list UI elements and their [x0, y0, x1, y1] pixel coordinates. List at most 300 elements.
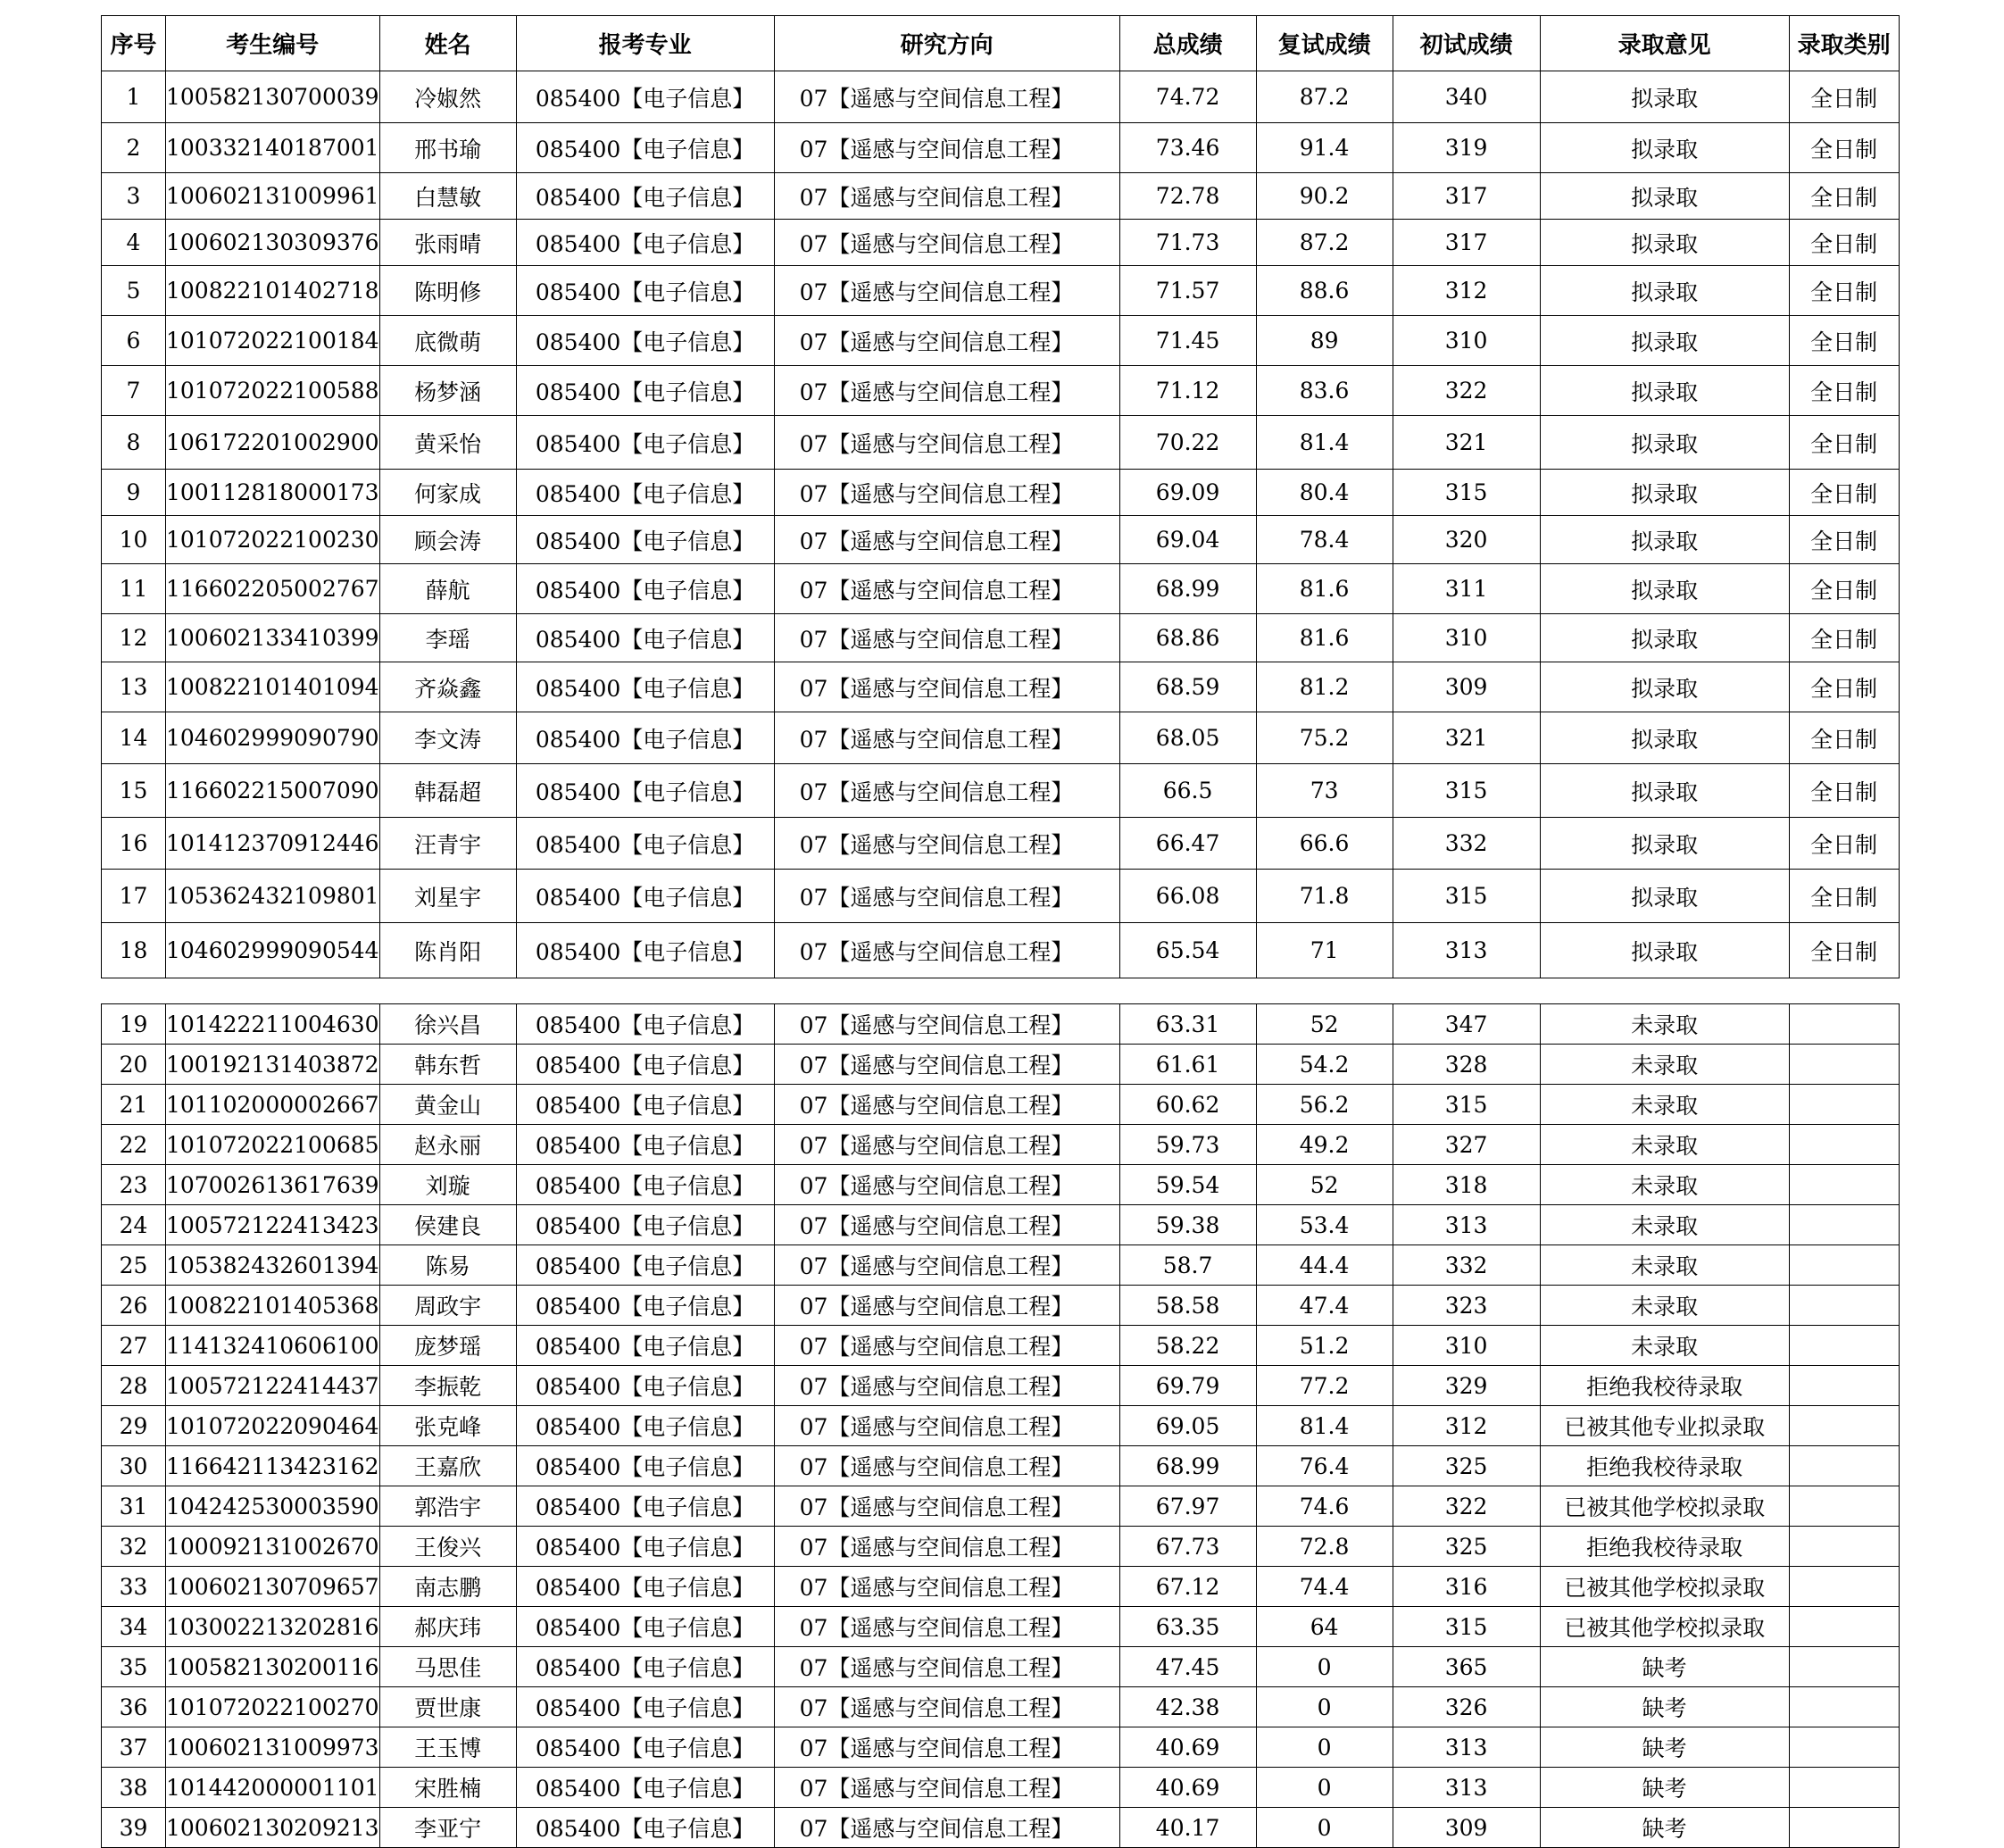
- cell-initial-score: 365: [1393, 1647, 1540, 1687]
- cell-major: 085400【电子信息】: [516, 1527, 774, 1567]
- cell-index: 7: [102, 366, 166, 416]
- cell-name: 贾世康: [379, 1687, 516, 1727]
- cell-initial-score: 315: [1393, 470, 1540, 516]
- cell-direction: 07【遥感与空间信息工程】: [774, 316, 1119, 366]
- cell-index: 16: [102, 818, 166, 870]
- cell-initial-score: 312: [1393, 266, 1540, 316]
- cell-index: 33: [102, 1567, 166, 1607]
- cell-initial-score: 328: [1393, 1045, 1540, 1085]
- cell-major: 085400【电子信息】: [516, 1647, 774, 1687]
- cell-direction: 07【遥感与空间信息工程】: [774, 1647, 1119, 1687]
- cell-total-score: 58.7: [1119, 1245, 1256, 1286]
- header-name: 姓名: [379, 16, 516, 71]
- cell-major: 085400【电子信息】: [516, 1286, 774, 1326]
- cell-direction: 07【遥感与空间信息工程】: [774, 266, 1119, 316]
- cell-opinion: 拟录取: [1540, 71, 1789, 123]
- header-total-score: 总成绩: [1119, 16, 1256, 71]
- cell-candidate-id: 100822101402718: [166, 266, 380, 316]
- cell-major: 085400【电子信息】: [516, 1687, 774, 1727]
- cell-name: 刘星宇: [379, 870, 516, 923]
- cell-category: 全日制: [1789, 173, 1899, 220]
- cell-total-score: 67.73: [1119, 1527, 1256, 1567]
- cell-category: 全日制: [1789, 764, 1899, 818]
- cell-direction: 07【遥感与空间信息工程】: [774, 1245, 1119, 1286]
- cell-category: 全日制: [1789, 366, 1899, 416]
- cell-major: 085400【电子信息】: [516, 173, 774, 220]
- cell-category: [1789, 1165, 1899, 1205]
- cell-initial-score: 312: [1393, 1406, 1540, 1446]
- cell-category: [1789, 1607, 1899, 1647]
- cell-index: 19: [102, 1004, 166, 1045]
- cell-candidate-id: 101102000002667: [166, 1085, 380, 1125]
- cell-retest-score: 51.2: [1256, 1326, 1393, 1366]
- cell-index: 38: [102, 1768, 166, 1808]
- cell-initial-score: 325: [1393, 1527, 1540, 1567]
- cell-opinion: 未录取: [1540, 1286, 1789, 1326]
- header-retest-score: 复试成绩: [1256, 16, 1393, 71]
- table-row: [102, 1004, 1900, 1045]
- cell-major: 085400【电子信息】: [516, 1165, 774, 1205]
- cell-retest-score: 44.4: [1256, 1245, 1393, 1286]
- cell-index: 21: [102, 1085, 166, 1125]
- cell-initial-score: 332: [1393, 1245, 1540, 1286]
- cell-name: 郭浩宇: [379, 1486, 516, 1527]
- cell-major: 085400【电子信息】: [516, 1406, 774, 1446]
- cell-initial-score: 313: [1393, 1768, 1540, 1808]
- table-row: [102, 516, 1900, 564]
- cell-name: 徐兴昌: [379, 1004, 516, 1045]
- cell-opinion: 拟录取: [1540, 923, 1789, 978]
- cell-category: [1789, 1567, 1899, 1607]
- cell-retest-score: 0: [1256, 1808, 1393, 1848]
- cell-direction: 07【遥感与空间信息工程】: [774, 1326, 1119, 1366]
- cell-retest-score: 56.2: [1256, 1085, 1393, 1125]
- header-index: 序号: [102, 16, 166, 71]
- cell-name: 邢书瑜: [379, 123, 516, 173]
- cell-initial-score: 313: [1393, 1727, 1540, 1768]
- cell-total-score: 63.31: [1119, 1004, 1256, 1045]
- cell-category: 全日制: [1789, 470, 1899, 516]
- cell-initial-score: 315: [1393, 1607, 1540, 1647]
- cell-index: 28: [102, 1366, 166, 1406]
- cell-candidate-id: 101442000001101: [166, 1768, 380, 1808]
- cell-initial-score: 347: [1393, 1004, 1540, 1045]
- cell-opinion: 拟录取: [1540, 662, 1789, 712]
- cell-candidate-id: 107002613617639: [166, 1165, 380, 1205]
- cell-retest-score: 81.6: [1256, 564, 1393, 614]
- cell-retest-score: 72.8: [1256, 1527, 1393, 1567]
- table-row: [102, 1245, 1900, 1286]
- cell-major: 085400【电子信息】: [516, 316, 774, 366]
- cell-index: 29: [102, 1406, 166, 1446]
- cell-direction: 07【遥感与空间信息工程】: [774, 564, 1119, 614]
- not-admitted-rows: [102, 1004, 1900, 1848]
- cell-major: 085400【电子信息】: [516, 712, 774, 764]
- cell-category: 全日制: [1789, 614, 1899, 662]
- table-row: [102, 366, 1900, 416]
- cell-total-score: 68.99: [1119, 564, 1256, 614]
- cell-index: 17: [102, 870, 166, 923]
- table-row: [102, 564, 1900, 614]
- cell-name: 底微萌: [379, 316, 516, 366]
- cell-direction: 07【遥感与空间信息工程】: [774, 1687, 1119, 1727]
- cell-opinion: 缺考: [1540, 1687, 1789, 1727]
- cell-candidate-id: 100602130309376: [166, 220, 380, 266]
- cell-opinion: 拟录取: [1540, 173, 1789, 220]
- cell-direction: 07【遥感与空间信息工程】: [774, 614, 1119, 662]
- cell-initial-score: 317: [1393, 220, 1540, 266]
- table-row: [102, 712, 1900, 764]
- admission-table: [101, 15, 1900, 978]
- cell-opinion: 拟录取: [1540, 266, 1789, 316]
- cell-retest-score: 66.6: [1256, 818, 1393, 870]
- cell-candidate-id: 101072022090464: [166, 1406, 380, 1446]
- cell-candidate-id: 101412370912446: [166, 818, 380, 870]
- cell-total-score: 59.54: [1119, 1165, 1256, 1205]
- cell-total-score: 72.78: [1119, 173, 1256, 220]
- cell-category: [1789, 1527, 1899, 1567]
- cell-major: 085400【电子信息】: [516, 123, 774, 173]
- cell-name: 黄金山: [379, 1085, 516, 1125]
- table-row: [102, 662, 1900, 712]
- cell-candidate-id: 100602131009961: [166, 173, 380, 220]
- cell-major: 085400【电子信息】: [516, 1004, 774, 1045]
- cell-total-score: 40.69: [1119, 1768, 1256, 1808]
- cell-category: [1789, 1647, 1899, 1687]
- cell-retest-score: 81.4: [1256, 416, 1393, 470]
- cell-name: 韩东哲: [379, 1045, 516, 1085]
- cell-candidate-id: 100192131403872: [166, 1045, 380, 1085]
- cell-initial-score: 310: [1393, 1326, 1540, 1366]
- cell-initial-score: 313: [1393, 1205, 1540, 1245]
- cell-name: 马思佳: [379, 1647, 516, 1687]
- cell-retest-score: 52: [1256, 1165, 1393, 1205]
- cell-candidate-id: 105362432109801: [166, 870, 380, 923]
- cell-direction: 07【遥感与空间信息工程】: [774, 764, 1119, 818]
- cell-candidate-id: 100602131009973: [166, 1727, 380, 1768]
- table-row: [102, 1045, 1900, 1085]
- cell-opinion: 未录取: [1540, 1245, 1789, 1286]
- table-row: [102, 1727, 1900, 1768]
- cell-direction: 07【遥感与空间信息工程】: [774, 1125, 1119, 1165]
- cell-name: 陈肖阳: [379, 923, 516, 978]
- cell-category: [1789, 1045, 1899, 1085]
- cell-major: 085400【电子信息】: [516, 220, 774, 266]
- cell-candidate-id: 100112818000173: [166, 470, 380, 516]
- cell-retest-score: 77.2: [1256, 1366, 1393, 1406]
- cell-direction: 07【遥感与空间信息工程】: [774, 1808, 1119, 1848]
- table-row: [102, 923, 1900, 978]
- cell-index: 13: [102, 662, 166, 712]
- table-row: [102, 818, 1900, 870]
- table-row: [102, 1607, 1900, 1647]
- cell-retest-score: 78.4: [1256, 516, 1393, 564]
- cell-direction: 07【遥感与空间信息工程】: [774, 220, 1119, 266]
- cell-total-score: 61.61: [1119, 1045, 1256, 1085]
- cell-candidate-id: 100572122414437: [166, 1366, 380, 1406]
- cell-direction: 07【遥感与空间信息工程】: [774, 1567, 1119, 1607]
- cell-total-score: 63.35: [1119, 1607, 1256, 1647]
- cell-candidate-id: 100822101401094: [166, 662, 380, 712]
- table-row: [102, 71, 1900, 123]
- cell-total-score: 70.22: [1119, 416, 1256, 470]
- cell-direction: 07【遥感与空间信息工程】: [774, 1768, 1119, 1808]
- cell-category: [1789, 1486, 1899, 1527]
- cell-category: 全日制: [1789, 923, 1899, 978]
- cell-candidate-id: 100822101405368: [166, 1286, 380, 1326]
- cell-retest-score: 74.4: [1256, 1567, 1393, 1607]
- admitted-rows: [102, 71, 1900, 978]
- cell-candidate-id: 100582130200116: [166, 1647, 380, 1687]
- cell-retest-score: 87.2: [1256, 71, 1393, 123]
- cell-initial-score: 315: [1393, 1085, 1540, 1125]
- header-candidate-id: 考生编号: [166, 16, 380, 71]
- cell-index: 36: [102, 1687, 166, 1727]
- cell-major: 085400【电子信息】: [516, 1245, 774, 1286]
- cell-candidate-id: 101422211004630: [166, 1004, 380, 1045]
- cell-candidate-id: 101072022100230: [166, 516, 380, 564]
- cell-name: 李亚宁: [379, 1808, 516, 1848]
- cell-major: 085400【电子信息】: [516, 470, 774, 516]
- cell-total-score: 66.47: [1119, 818, 1256, 870]
- table-row: [102, 1326, 1900, 1366]
- cell-direction: 07【遥感与空间信息工程】: [774, 416, 1119, 470]
- cell-name: 李振乾: [379, 1366, 516, 1406]
- cell-direction: 07【遥感与空间信息工程】: [774, 1406, 1119, 1446]
- cell-opinion: 已被其他学校拟录取: [1540, 1567, 1789, 1607]
- cell-opinion: 未录取: [1540, 1045, 1789, 1085]
- cell-name: 陈易: [379, 1245, 516, 1286]
- cell-name: 张雨晴: [379, 220, 516, 266]
- cell-index: 15: [102, 764, 166, 818]
- cell-opinion: 拟录取: [1540, 516, 1789, 564]
- header-category: 录取类别: [1789, 16, 1899, 71]
- cell-initial-score: 309: [1393, 1808, 1540, 1848]
- cell-direction: 07【遥感与空间信息工程】: [774, 1045, 1119, 1085]
- cell-initial-score: 325: [1393, 1446, 1540, 1486]
- cell-retest-score: 47.4: [1256, 1286, 1393, 1326]
- cell-initial-score: 309: [1393, 662, 1540, 712]
- cell-opinion: 拟录取: [1540, 220, 1789, 266]
- cell-direction: 07【遥感与空间信息工程】: [774, 516, 1119, 564]
- cell-total-score: 68.99: [1119, 1446, 1256, 1486]
- cell-name: 王玉博: [379, 1727, 516, 1768]
- cell-retest-score: 71.8: [1256, 870, 1393, 923]
- cell-opinion: 拟录取: [1540, 870, 1789, 923]
- cell-opinion: 拟录取: [1540, 764, 1789, 818]
- cell-major: 085400【电子信息】: [516, 1567, 774, 1607]
- cell-opinion: 拒绝我校待录取: [1540, 1446, 1789, 1486]
- table-row: [102, 870, 1900, 923]
- table-row: [102, 1647, 1900, 1687]
- cell-category: [1789, 1687, 1899, 1727]
- cell-candidate-id: 101072022100184: [166, 316, 380, 366]
- cell-category: 全日制: [1789, 662, 1899, 712]
- cell-name: 王俊兴: [379, 1527, 516, 1567]
- cell-retest-score: 81.2: [1256, 662, 1393, 712]
- cell-direction: 07【遥感与空间信息工程】: [774, 818, 1119, 870]
- cell-retest-score: 76.4: [1256, 1446, 1393, 1486]
- cell-candidate-id: 116642113423162: [166, 1446, 380, 1486]
- cell-candidate-id: 101072022100588: [166, 366, 380, 416]
- cell-index: 27: [102, 1326, 166, 1366]
- cell-major: 085400【电子信息】: [516, 614, 774, 662]
- cell-initial-score: 340: [1393, 71, 1540, 123]
- cell-name: 郝庆玮: [379, 1607, 516, 1647]
- cell-index: 5: [102, 266, 166, 316]
- cell-total-score: 58.22: [1119, 1326, 1256, 1366]
- cell-retest-score: 0: [1256, 1727, 1393, 1768]
- cell-direction: 07【遥感与空间信息工程】: [774, 1286, 1119, 1326]
- cell-initial-score: 322: [1393, 1486, 1540, 1527]
- cell-total-score: 71.45: [1119, 316, 1256, 366]
- cell-initial-score: 321: [1393, 712, 1540, 764]
- cell-candidate-id: 114132410606100: [166, 1326, 380, 1366]
- cell-major: 085400【电子信息】: [516, 764, 774, 818]
- cell-index: 23: [102, 1165, 166, 1205]
- cell-index: 25: [102, 1245, 166, 1286]
- cell-total-score: 40.69: [1119, 1727, 1256, 1768]
- cell-index: 6: [102, 316, 166, 366]
- table-row: [102, 1446, 1900, 1486]
- cell-index: 18: [102, 923, 166, 978]
- cell-name: 薛航: [379, 564, 516, 614]
- cell-total-score: 42.38: [1119, 1687, 1256, 1727]
- cell-opinion: 拟录取: [1540, 316, 1789, 366]
- cell-total-score: 73.46: [1119, 123, 1256, 173]
- table-row: [102, 173, 1900, 220]
- cell-candidate-id: 101072022100685: [166, 1125, 380, 1165]
- header-major: 报考专业: [516, 16, 774, 71]
- cell-major: 085400【电子信息】: [516, 266, 774, 316]
- cell-total-score: 68.86: [1119, 614, 1256, 662]
- cell-name: 杨梦涵: [379, 366, 516, 416]
- cell-retest-score: 81.6: [1256, 614, 1393, 662]
- cell-major: 085400【电子信息】: [516, 1045, 774, 1085]
- cell-name: 刘璇: [379, 1165, 516, 1205]
- cell-index: 35: [102, 1647, 166, 1687]
- cell-initial-score: 332: [1393, 818, 1540, 870]
- cell-initial-score: 327: [1393, 1125, 1540, 1165]
- cell-total-score: 71.73: [1119, 220, 1256, 266]
- cell-opinion: 未录取: [1540, 1004, 1789, 1045]
- table-row: [102, 1205, 1900, 1245]
- cell-major: 085400【电子信息】: [516, 71, 774, 123]
- cell-retest-score: 83.6: [1256, 366, 1393, 416]
- cell-category: 全日制: [1789, 71, 1899, 123]
- cell-major: 085400【电子信息】: [516, 1326, 774, 1366]
- cell-candidate-id: 100332140187001: [166, 123, 380, 173]
- cell-name: 何家成: [379, 470, 516, 516]
- cell-total-score: 65.54: [1119, 923, 1256, 978]
- cell-name: 韩磊超: [379, 764, 516, 818]
- cell-total-score: 66.08: [1119, 870, 1256, 923]
- cell-direction: 07【遥感与空间信息工程】: [774, 470, 1119, 516]
- cell-major: 085400【电子信息】: [516, 662, 774, 712]
- cell-name: 侯建良: [379, 1205, 516, 1245]
- cell-index: 3: [102, 173, 166, 220]
- cell-candidate-id: 104242530003590: [166, 1486, 380, 1527]
- cell-retest-score: 88.6: [1256, 266, 1393, 316]
- cell-category: 全日制: [1789, 712, 1899, 764]
- cell-initial-score: 321: [1393, 416, 1540, 470]
- cell-index: 34: [102, 1607, 166, 1647]
- table-row: [102, 1687, 1900, 1727]
- cell-major: 085400【电子信息】: [516, 870, 774, 923]
- cell-total-score: 69.79: [1119, 1366, 1256, 1406]
- cell-major: 085400【电子信息】: [516, 516, 774, 564]
- cell-initial-score: 320: [1393, 516, 1540, 564]
- cell-index: 12: [102, 614, 166, 662]
- cell-total-score: 58.58: [1119, 1286, 1256, 1326]
- table-row: [102, 1366, 1900, 1406]
- table-row: [102, 1768, 1900, 1808]
- cell-total-score: 69.09: [1119, 470, 1256, 516]
- cell-initial-score: 317: [1393, 173, 1540, 220]
- cell-retest-score: 0: [1256, 1768, 1393, 1808]
- cell-index: 39: [102, 1808, 166, 1848]
- cell-direction: 07【遥感与空间信息工程】: [774, 1004, 1119, 1045]
- table-row: [102, 1165, 1900, 1205]
- cell-category: 全日制: [1789, 123, 1899, 173]
- cell-retest-score: 53.4: [1256, 1205, 1393, 1245]
- cell-index: 8: [102, 416, 166, 470]
- cell-initial-score: 322: [1393, 366, 1540, 416]
- cell-name: 冷婌然: [379, 71, 516, 123]
- table-row: [102, 416, 1900, 470]
- cell-total-score: 67.97: [1119, 1486, 1256, 1527]
- table-row: [102, 614, 1900, 662]
- cell-major: 085400【电子信息】: [516, 1727, 774, 1768]
- cell-opinion: 拟录取: [1540, 818, 1789, 870]
- cell-retest-score: 89: [1256, 316, 1393, 366]
- cell-index: 1: [102, 71, 166, 123]
- cell-opinion: 未录取: [1540, 1085, 1789, 1125]
- cell-candidate-id: 100602133410399: [166, 614, 380, 662]
- cell-category: [1789, 1366, 1899, 1406]
- cell-candidate-id: 103002213202816: [166, 1607, 380, 1647]
- table-row: [102, 316, 1900, 366]
- cell-candidate-id: 100602130709657: [166, 1567, 380, 1607]
- header-initial-score: 初试成绩: [1393, 16, 1540, 71]
- cell-category: [1789, 1406, 1899, 1446]
- cell-direction: 07【遥感与空间信息工程】: [774, 712, 1119, 764]
- cell-initial-score: 318: [1393, 1165, 1540, 1205]
- cell-candidate-id: 104602999090544: [166, 923, 380, 978]
- cell-initial-score: 313: [1393, 923, 1540, 978]
- cell-major: 085400【电子信息】: [516, 1125, 774, 1165]
- cell-category: [1789, 1808, 1899, 1848]
- cell-category: 全日制: [1789, 564, 1899, 614]
- cell-total-score: 67.12: [1119, 1567, 1256, 1607]
- cell-name: 汪青宇: [379, 818, 516, 870]
- cell-retest-score: 0: [1256, 1687, 1393, 1727]
- cell-opinion: 拟录取: [1540, 123, 1789, 173]
- cell-initial-score: 329: [1393, 1366, 1540, 1406]
- cell-opinion: 已被其他专业拟录取: [1540, 1406, 1789, 1446]
- cell-index: 32: [102, 1527, 166, 1567]
- cell-opinion: 缺考: [1540, 1727, 1789, 1768]
- cell-major: 085400【电子信息】: [516, 1808, 774, 1848]
- table-row: [102, 1527, 1900, 1567]
- table-row: [102, 266, 1900, 316]
- cell-total-score: 71.57: [1119, 266, 1256, 316]
- cell-direction: 07【遥感与空间信息工程】: [774, 173, 1119, 220]
- cell-name: 黄采怡: [379, 416, 516, 470]
- cell-candidate-id: 101072022100270: [166, 1687, 380, 1727]
- cell-opinion: 未录取: [1540, 1326, 1789, 1366]
- cell-candidate-id: 106172201002900: [166, 416, 380, 470]
